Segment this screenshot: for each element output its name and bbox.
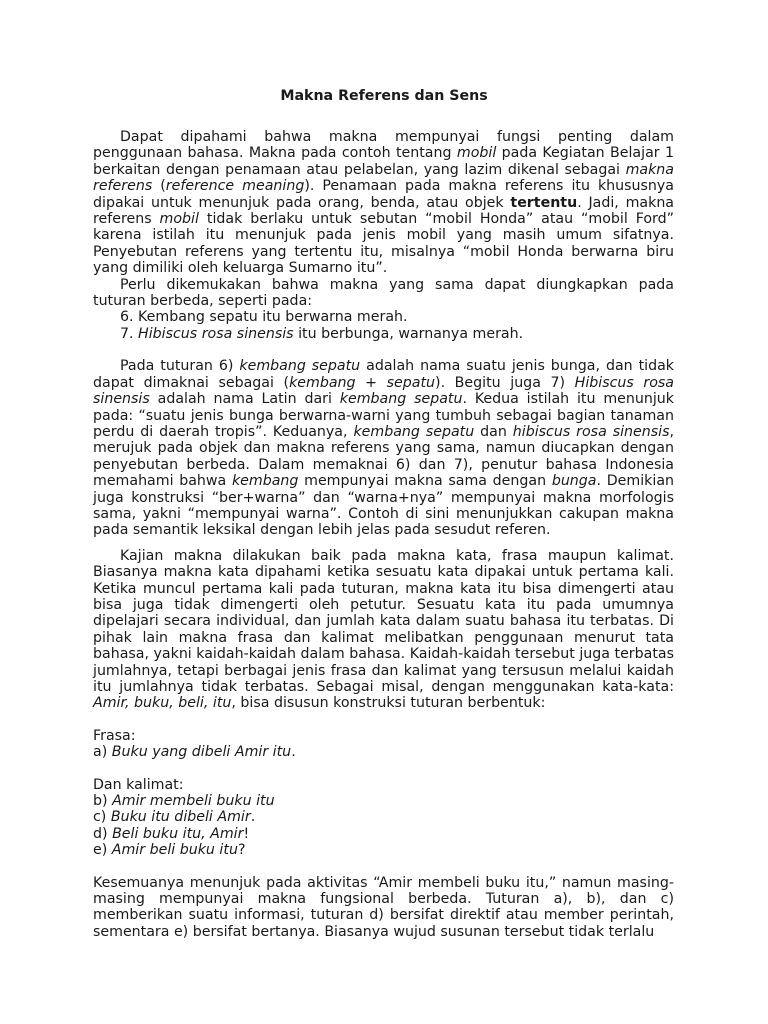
text-run: e) — [93, 842, 112, 859]
italic-term: kembang sepatu — [239, 358, 361, 375]
text-run: Kajian makna dilakukan baik pada makna kata, frasa maupun kalimat. Biasanya makna kata dipahami ketika sesuatu kata dipakai untuk pertama kali. Ketika muncul pertama kali pada tuturan, makna kata itu bisa dimengerti atau bisa juga tidak dimengerti oleh petutur. Sesuatu kata itu pada umumnya dipelajari secara individual, dan jumlah kata dalam suatu bahasa itu terbatas. Di pihak lain makna frasa dan kalimat melibatkan penggunaan menurut tata bahasa, yakni kaidah-kaidah dalam bahasa. Kaidah-kaidah tersebut juga terbatas jumlahnya, tetapi berbagai jenis frasa dan kalimat yang tersusun melalui kaidah itu jumlahnya tidak terbatas. Sebagai misal, dengan menggunakan kata-kata: — [93, 547, 674, 695]
example-kalimat-e — [93, 842, 674, 858]
example-kalimat-c — [93, 809, 674, 825]
example-kalimat-d — [93, 826, 674, 842]
text-run: ? — [237, 842, 246, 859]
text-run: 6. Kembang sepatu itu berwarna merah. — [120, 309, 408, 326]
text-run: dan — [474, 423, 513, 440]
italic-term: Amir, buku, beli, itu — [93, 695, 232, 712]
text-run: , merujuk pada objek dan makna referens yang sama, namun diucapkan dengan penyebutan berbeda. Dalam memaknai 6) dan 7), penutur bahasa Indonesia memahami bahwa — [93, 423, 674, 490]
text-run: Perlu dikemukakan bahwa makna yang sama dapat diungkapkan pada tuturan berbeda, seperti pada: — [93, 276, 674, 310]
italic-term: Amir beli buku itu — [111, 842, 238, 859]
paragraph-tuturan-berbeda — [93, 277, 674, 310]
example-kalimat-b — [93, 793, 674, 809]
paragraph-kajian-makna — [93, 548, 674, 712]
text-run: itu berbunga, warnanya merah. — [293, 325, 524, 342]
italic-term: reference meaning — [165, 178, 305, 195]
italic-term: Hibiscus rosa sinensis — [93, 374, 674, 408]
italic-term: Amir membeli buku itu — [112, 793, 275, 810]
text-run: . Kedua istilah itu menunjuk pada: “suatu jenis bunga berwarna-warni yang tumbuh sebagai bagian tanaman perdu di daerah tropis”. Keduanya, — [93, 391, 674, 440]
paragraph-makna-fungsional — [93, 875, 674, 941]
text-run: . Jadi, makna referens — [93, 194, 675, 228]
text-run: adalah nama Latin dari — [149, 391, 340, 408]
text-run: Pada tuturan 6) — [120, 358, 240, 375]
text-run: . — [291, 744, 296, 761]
text-run: Frasa: — [93, 727, 136, 744]
text-run: . — [250, 809, 256, 826]
italic-term: Buku yang dibeli Amir itu — [111, 744, 292, 761]
text-run: tidak berlaku untuk sebutan “mobil Honda” atau “mobil Ford” karena istilah itu menunjuk pada jenis mobil yang masih umum sifatnya. Penyebutan referens yang tertentu itu, misalnya “mobil Honda berwarna biru yang dimiliki oleh keluarga Sumarno itu”. — [93, 211, 674, 277]
text-run: adalah nama suatu jenis bunga, dan tidak dapat dimaknai sebagai ( — [93, 358, 675, 391]
italic-term: kembang sepatu — [353, 423, 475, 440]
paragraph-makna-referens — [93, 129, 674, 277]
frasa-label — [93, 728, 674, 744]
italic-term: bunga — [551, 473, 597, 490]
kalimat-label — [93, 777, 674, 793]
text-run: Dapat dipahami bahwa makna mempunyai fungsi penting dalam penggunaan bahasa. Makna pada contoh tentang — [93, 129, 674, 162]
italic-term: Hibiscus rosa sinensis — [138, 325, 294, 342]
paragraph-kembang-sepatu — [93, 358, 674, 538]
text-run: , bisa disusun konstruksi tuturan berbentuk: — [231, 695, 546, 712]
italic-term: Buku itu dibeli Amir — [110, 809, 251, 826]
document-body — [93, 129, 674, 940]
text-run: b) — [93, 793, 113, 810]
italic-term: kembang sepatu — [339, 391, 463, 408]
text-run: mempunyai makna sama dengan — [298, 473, 552, 490]
example-frasa-a — [93, 744, 674, 760]
text-run: Dan kalimat: — [93, 776, 184, 793]
italic-term: hibiscus rosa sinensis — [512, 423, 670, 440]
text-run: Kesemuanya menunjuk pada aktivitas “Amir membeli buku itu,” namun masing-masing mempunyai makna fungsional berbeda. Tuturan a), b), dan c) memberikan suatu informasi, tuturan d) bersifat direktif atau member perintah, sementara e) bersifat bertanya. Biasanya wujud susunan tersebut tidak terlalu — [93, 874, 674, 940]
text-run: pada Kegiatan Belajar 1 berkaitan dengan penamaan atau pelabelan, yang lazim dikenal sebagai — [93, 145, 675, 178]
text-run: c) — [93, 809, 111, 826]
text-run: a) — [93, 744, 112, 761]
italic-term: makna referens — [93, 161, 674, 195]
italic-term: mobil — [159, 211, 199, 228]
text-run: 7. — [120, 325, 139, 342]
example-sentence-6 — [93, 309, 674, 325]
text-run: ! — [243, 825, 250, 842]
text-run: ). Penamaan pada makna referens itu khususnya dipakai untuk menunjuk pada orang, benda, atau objek — [93, 178, 675, 211]
text-run: . Demikian juga konstruksi “ber+warna” dan “warna+nya” mempunyai makna morfologis sama, yakni “mempunyai warna”. Contoh di sini menunjukkan cakupan makna pada semantik leksikal dengan lebih jelas pada sesudut referen. — [93, 473, 674, 539]
bold-term: tertentu — [510, 194, 578, 211]
italic-term: kembang + sepatu — [289, 374, 436, 391]
italic-term: mobil — [456, 145, 497, 162]
text-run: ( — [152, 178, 166, 195]
italic-term: kembang — [231, 473, 299, 490]
text-run: d) — [93, 825, 113, 842]
page-title: Makna Referens dan Sens — [280, 88, 488, 104]
italic-term: Beli buku itu, Amir — [112, 825, 244, 842]
text-run: ). Begitu juga 7) — [435, 374, 575, 391]
example-sentence-7 — [93, 326, 674, 342]
